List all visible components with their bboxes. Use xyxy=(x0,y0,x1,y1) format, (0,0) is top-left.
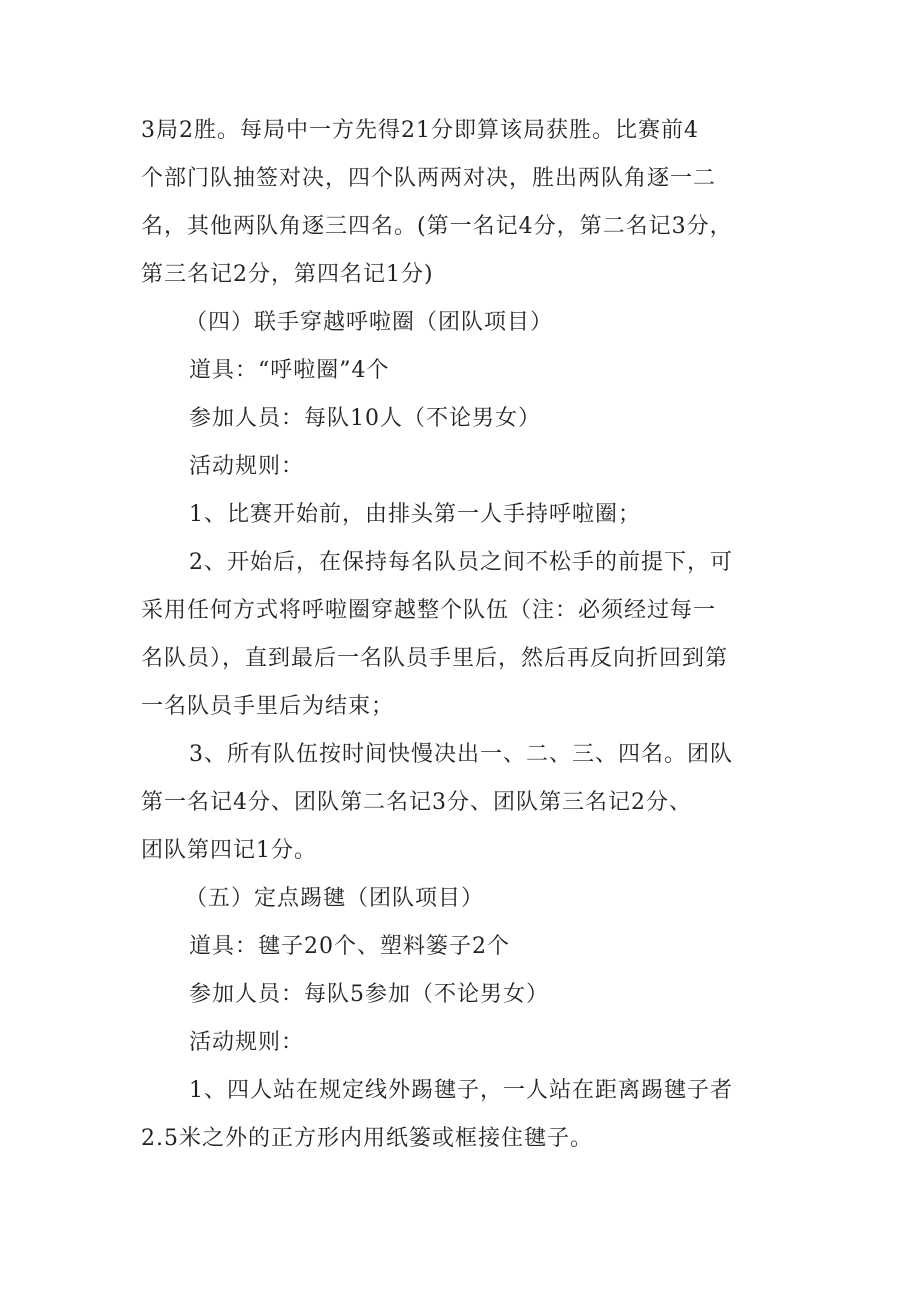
paragraph-line: 活动规则： xyxy=(189,1030,305,1055)
paragraph-line: 3局2胜。每局中一方先得21分即算该局获胜。比赛前4 xyxy=(141,118,699,143)
paragraph-line: 名，其他两队角逐三四名。(第一名记4分，第二名记3分， xyxy=(141,214,733,239)
paragraph-line: 个部门队抽签对决，四个队两两对决，胜出两队角逐一二 xyxy=(141,166,717,191)
paragraph-line: 采用任何方式将呼啦圈穿越整个队伍（注：必须经过每一 xyxy=(141,598,717,623)
paragraph-line: 一名队员手里后为结束； xyxy=(141,694,395,719)
paragraph-line: 2、开始后，在保持每名队员之间不松手的前提下，可 xyxy=(189,550,733,575)
paragraph-line: 参加人员：每队5参加（不论男女） xyxy=(189,982,549,1007)
paragraph-line: 第一名记4分、团队第二名记3分、团队第三名记2分、 xyxy=(141,790,692,815)
paragraph-line: 1、比赛开始前，由排头第一人手持呼啦圈； xyxy=(189,502,641,527)
paragraph-line: 2.5米之外的正方形内用纸篓或框接住毽子。 xyxy=(141,1126,593,1151)
paragraph-line: 活动规则： xyxy=(189,454,305,479)
paragraph-line: 3、所有队伍按时间快慢决出一、二、三、四名。团队 xyxy=(189,742,733,767)
paragraph-line: 名队员），直到最后一名队员手里后，然后再反向折回到第 xyxy=(141,646,729,671)
paragraph-line: 团队第四记1分。 xyxy=(141,838,317,863)
paragraph-line: 参加人员：每队10人（不论男女） xyxy=(189,406,541,431)
document-body xyxy=(141,107,791,1163)
section-heading: （五）定点踢毽（团队项目） xyxy=(185,886,485,911)
paragraph-line: 道具：毽子20个、塑料篓子2个 xyxy=(189,934,510,959)
paragraph-line: 道具：“呼啦圈”4个 xyxy=(189,358,390,383)
paragraph-line: 第三名记2分，第四名记1分) xyxy=(141,262,434,287)
section-heading: （四）联手穿越呼啦圈（团队项目） xyxy=(185,310,554,335)
paragraph-line: 1、四人站在规定线外踢毽子，一人站在距离踢毽子者 xyxy=(189,1078,733,1103)
